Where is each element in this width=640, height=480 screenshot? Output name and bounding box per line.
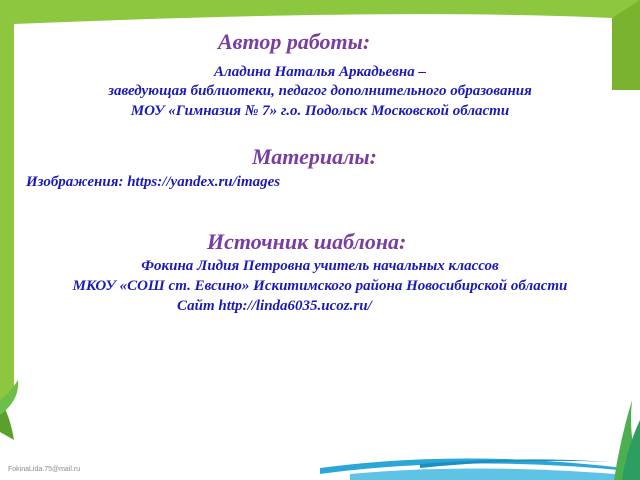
author-school: МОУ «Гимназия № 7» г.о. Подольск Московской области <box>130 103 510 119</box>
materials-heading: Материалы: <box>252 144 377 169</box>
blue-wave-2 <box>350 468 640 480</box>
template-source-site: Сайт http://linda6035.ucoz.ru/ <box>177 298 372 314</box>
template-source-heading: Источник шаблона: <box>207 229 407 254</box>
materials-images: Изображения: https://yandex.ru/images <box>26 174 281 190</box>
author-name: Аладина Наталья Аркадьевна – <box>214 64 426 80</box>
footer-email: FokinaLida.75@mail.ru <box>8 466 81 473</box>
template-source-name: Фокина Лидия Петровна учитель начальных классов <box>141 258 499 274</box>
author-position: заведующая библиотеки, педагог дополнительного образования <box>108 83 532 99</box>
author-heading: Автор работы: <box>218 29 371 54</box>
template-source-school: МКОУ «СОШ ст. Евсино» Искитимского района Новосибирской области <box>72 278 568 294</box>
